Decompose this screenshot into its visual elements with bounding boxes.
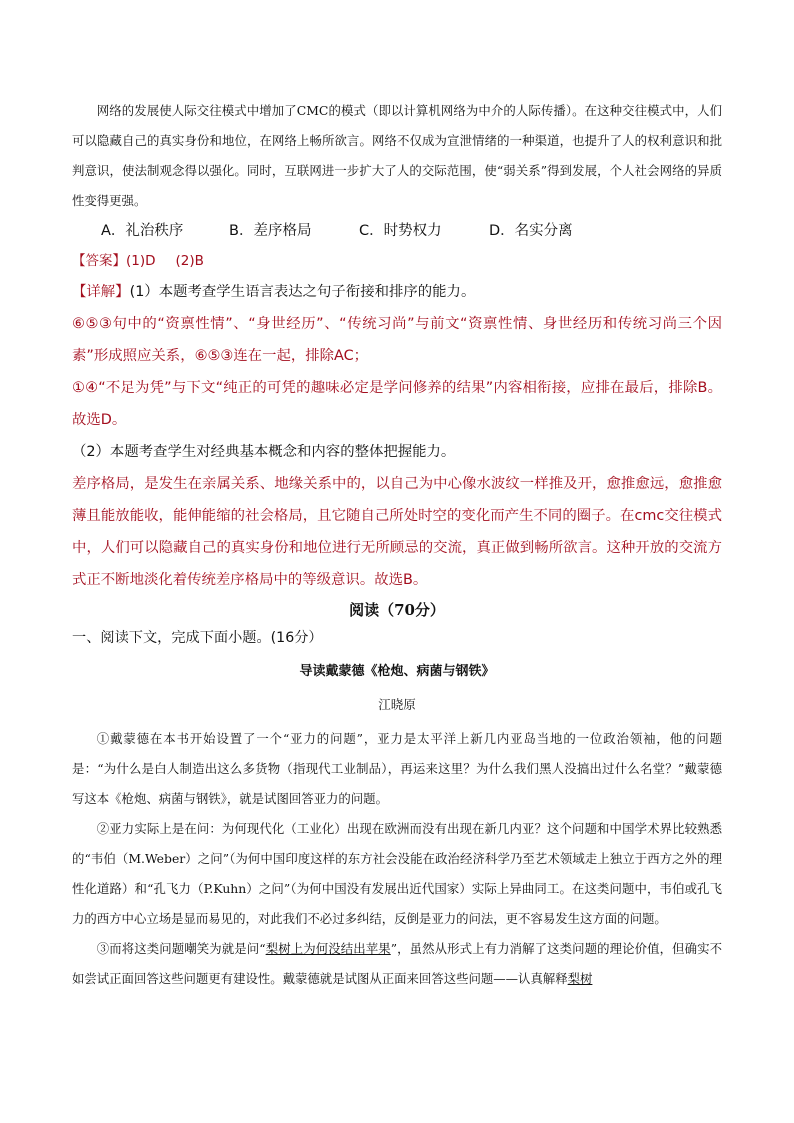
article-paragraph-3-middle: ”，虽然从形式上有力消解了这类问题的理论价值，但确实不如尝试正面回答这些问题更有建设性。戴蒙德就是试图从正面来回答这些问题——认真解释 (72, 941, 723, 986)
article-paragraph-2: ②亚力实际上是在问：为何现代化（工业化）出现在欧洲而没有出现在新几内亚？这个问题和中国学术界比较熟悉的“韦伯（M.Weber）之问”（为何中国印度这样的东方社会没能在政治经济科学乃至艺术领域走上独立于西方之外的理性化道路）和“孔飞力（P.Kuhn）之问”（为何中国没有发展出近代国家）实际上异曲同工。在这类问题中，韦伯或孔飞力的西方中心立场是显而易见的，对此我们不必过多纠结，反倒是亚力的问法，更不容易发生这方面的问题。 (72, 821, 722, 926)
explanation-q1-intro (72, 276, 722, 308)
option-d: D．名实分离 (489, 223, 573, 239)
explanation-label: 【详解】 (72, 284, 130, 300)
option-a: A．礼治秩序 (101, 223, 184, 239)
article-title: 导读戴蒙德《枪炮、病菌与钢铁》 (299, 664, 495, 679)
answer-part-2: (2)B (175, 253, 204, 269)
article-paragraph-3-underline-2: 梨树 (567, 971, 593, 986)
explanation-q2-intro: （2）本题考查学生对经典基本概念和内容的整体把握能力。 (72, 444, 456, 460)
explanation-q1-intro-text: (1）本题考查学生语言表达之句子衔接和排序的能力。 (129, 284, 476, 300)
option-c: C．时势权力 (359, 223, 442, 239)
section-title: 阅读（70分） (349, 601, 445, 619)
article-paragraph-3 (72, 934, 722, 994)
option-b: B．差序格局 (229, 223, 312, 239)
answer-label: 【答案】 (72, 253, 126, 269)
question-instruction: 一、阅读下文，完成下面小题。(16分） (72, 630, 323, 646)
explanation-q1-line1: ⑥⑤③句中的“资禀性情”、“身世经历”、“传统习尚”与前文“资禀性情、身世经历和传统习尚三个因素”形成照应关系，⑥⑤③连在一起，排除AC； (72, 316, 722, 364)
article-author: 江晓原 (378, 697, 416, 712)
page-body (72, 96, 722, 994)
explanation-q1-line2: ①④“不足为凭”与下文“纯正的可凭的趣味必定是学问修养的结果”内容相衔接，应排在最后，排除B。故选D。 (72, 380, 722, 428)
answer-line (72, 246, 722, 276)
explanation-q2-body: 差序格局，是发生在亲属关系、地缘关系中的，以自己为中心像水波纹一样推及开，愈推愈远，愈推愈薄且能放能收，能伸能缩的社会格局，且它随自己所处时空的变化而产生不同的圈子。在cmc交往模式中，人们可以隐藏自己的真实身份和地位进行无所顾忌的交流，真正做到畅所欲言。这种开放的交流方式正不断地淡化着传统差序格局中的等级意识。故选B。 (72, 476, 722, 588)
article-paragraph-3-open-quote: “ (259, 941, 266, 956)
answer-part-1: (1)D (126, 253, 156, 269)
article-paragraph-1: ①戴蒙德在本书开始设置了一个“亚力的问题”，亚力是太平洋上新几内亚岛当地的一位政治领袖，他的问题是：“为什么是白人制造出这么多货物（指现代工业制品），再运来这里？为什么我们黑人没搞出过什么名堂？”戴蒙德写这本《枪炮、病菌与钢铁》，就是试图回答亚力的问题。 (72, 731, 722, 806)
option-list (72, 216, 722, 246)
passage-intro: 网络的发展使人际交往模式中增加了CMC的模式（即以计算机网络为中介的人际传播）。在这种交往模式中，人们可以隐藏自己的真实身份和地位，在网络上畅所欲言。网络不仅成为宣泄情绪的一种渠道，也提升了人的权利意识和批判意识，使法制观念得以强化。同时，互联网进一步扩大了人的交际范围，使“弱关系”得到发展，个人社会网络的异质性变得更强。 (72, 103, 722, 208)
article-paragraph-3-start: ③而将这类问题嘲笑为就是问 (96, 941, 260, 956)
article-paragraph-3-underline-1: 梨树上为何没结出苹果 (265, 941, 391, 956)
